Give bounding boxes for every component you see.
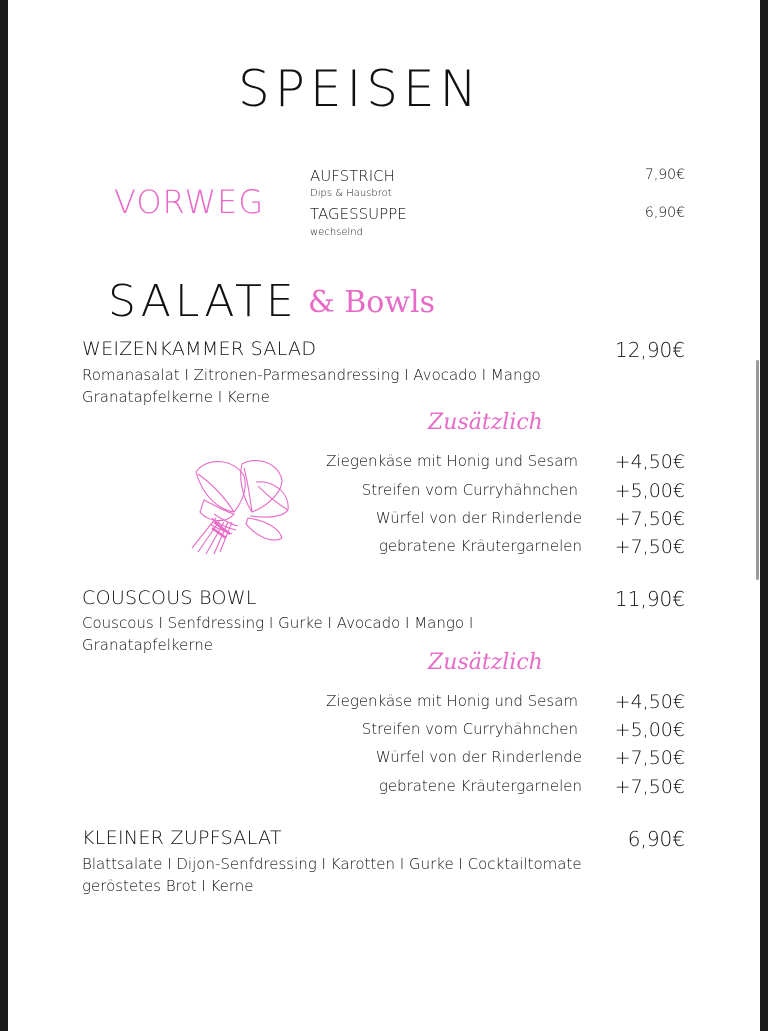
- extra-item-name: gebratene Kräutergarnelen: [378, 777, 582, 795]
- extra-item-price: +5,00€: [614, 480, 685, 502]
- extra-item-price: +7,50€: [614, 776, 685, 798]
- extra-item-price: +4,50€: [614, 691, 685, 713]
- dish-description: Blattsalate I Dijon-Senfdressing I Karotten I Gurke I Cocktailtomate: [82, 855, 582, 873]
- dish-description: Romanasalat I Zitronen-Parmesandressing I Avocado I Mango: [82, 366, 541, 384]
- extra-item-price: +4,50€: [614, 451, 685, 473]
- extra-item-name: Streifen vom Curryhähnchen: [361, 720, 578, 738]
- dish-description: Granatapfelkerne: [82, 636, 213, 654]
- extra-item-name: Würfel von der Rinderlende: [375, 748, 582, 766]
- extra-item-name: Streifen vom Curryhähnchen: [361, 481, 578, 499]
- extra-item-name: Ziegenkäse mit Honig und Sesam: [326, 452, 578, 470]
- extra-item-price: +5,00€: [614, 719, 685, 741]
- extra-item-price: +7,50€: [614, 508, 685, 530]
- salate-heading-accent: & Bowls: [308, 285, 436, 320]
- vorweg-item-note: Dips & Hausbrot: [310, 188, 392, 199]
- dish-name: KLEINER ZUPFSALAT: [82, 827, 282, 849]
- dish-price: 11,90€: [615, 587, 685, 611]
- dish-price: 12,90€: [615, 338, 685, 362]
- dish-name: WEIZENKAMMER SALAD: [82, 338, 317, 360]
- extra-item-name: gebratene Kräutergarnelen: [378, 537, 582, 555]
- extra-item-price: +7,50€: [614, 536, 685, 558]
- vorweg-item-price: 6,90€: [644, 205, 685, 221]
- dish-name: COUSCOUS BOWL: [82, 587, 257, 609]
- scrollbar[interactable]: [756, 360, 759, 580]
- extra-item-name: Ziegenkäse mit Honig und Sesam: [326, 692, 578, 710]
- dish-description: geröstetes Brot I Kerne: [82, 877, 254, 895]
- dish-price: 6,90€: [627, 827, 685, 851]
- dish-description: Granatapfelkerne I Kerne: [82, 388, 270, 406]
- vorweg-heading: VORWEG: [114, 183, 265, 221]
- vorweg-item-note: wechselnd: [310, 227, 363, 238]
- vorweg-item-name: AUFSTRICH: [310, 167, 395, 185]
- extras-label: Zusätzlich: [428, 650, 543, 675]
- vorweg-item-name: TAGESSUPPE: [310, 205, 407, 223]
- dish-description: Couscous I Senfdressing I Gurke I Avocado I Mango I: [82, 614, 474, 632]
- salate-heading: SALATE: [108, 276, 298, 327]
- vorweg-item-price: 7,90€: [644, 167, 685, 183]
- page-title: SPEISEN: [238, 60, 482, 118]
- extra-item-name: Würfel von der Rinderlende: [375, 509, 582, 527]
- extra-item-price: +7,50€: [614, 747, 685, 769]
- extras-label: Zusätzlich: [428, 410, 543, 435]
- menu-page: [8, 0, 760, 1031]
